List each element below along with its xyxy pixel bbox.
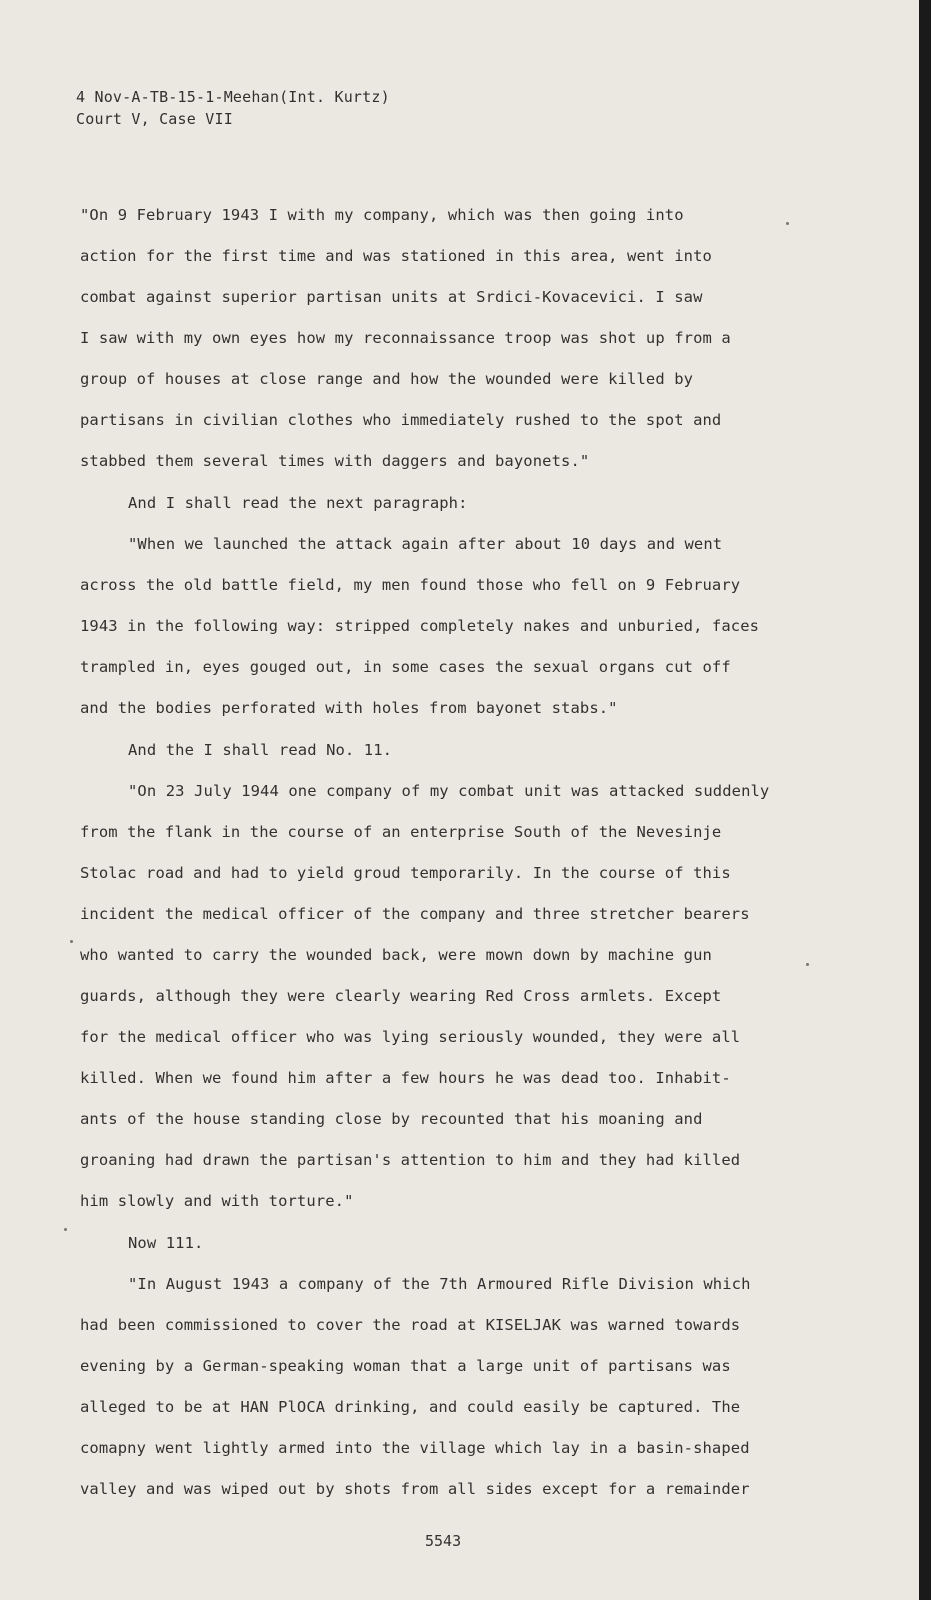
text-line: 1943 in the following way: stripped completely nakes and unburied, faces [80, 617, 760, 635]
text-line: valley and was wiped out by shots from all sides except for a remainder [80, 1480, 750, 1498]
text-line: And I shall read the next paragraph: [128, 494, 468, 512]
text-line: Stolac road and had to yield groud temporarily. In the course of this [80, 864, 731, 882]
text-line: guards, although they were clearly wearing Red Cross armlets. Except [80, 987, 722, 1005]
text-line: ants of the house standing close by recounted that his moaning and [80, 1110, 703, 1128]
text-line: who wanted to carry the wounded back, were mown down by machine gun [80, 946, 712, 964]
text-line: Now 111. [128, 1234, 204, 1252]
header-reference: 4 Nov-A-TB-15-1-Meehan(Int. Kurtz) [76, 88, 390, 106]
text-line: "On 9 February 1943 I with my company, which was then going into [80, 206, 684, 224]
text-line: evening by a German-speaking woman that a large unit of partisans was [80, 1357, 731, 1375]
text-line: incident the medical officer of the company and three stretcher bearers [80, 905, 750, 923]
text-line: I saw with my own eyes how my reconnaissance troop was shot up from a [80, 329, 731, 347]
text-line: "When we launched the attack again after about 10 days and went [128, 535, 723, 553]
document-header [76, 86, 390, 130]
text-line: had been commissioned to cover the road at KISELJAK was warned towards [80, 1316, 741, 1334]
text-line: partisans in civilian clothes who immediately rushed to the spot and [80, 411, 722, 429]
text-line: group of houses at close range and how the wounded were killed by [80, 370, 694, 388]
paper-speck [64, 1228, 67, 1231]
text-line: for the medical officer who was lying seriously wounded, they were all [80, 1028, 741, 1046]
text-line: action for the first time and was stationed in this area, went into [80, 247, 712, 265]
paper-speck [70, 940, 73, 943]
text-line: killed. When we found him after a few hours he was dead too. Inhabit- [80, 1069, 731, 1087]
page-number: 5543 [425, 1532, 462, 1550]
text-line: "On 23 July 1944 one company of my combat unit was attacked suddenly [128, 782, 770, 800]
text-line: across the old battle field, my men found those who fell on 9 February [80, 576, 741, 594]
text-line: groaning had drawn the partisan's attention to him and they had killed [80, 1151, 741, 1169]
text-line: comapny went lightly armed into the village which lay in a basin-shaped [80, 1439, 750, 1457]
text-line: from the flank in the course of an enterprise South of the Nevesinje [80, 823, 722, 841]
header-court-case: Court V, Case VII [76, 110, 233, 128]
text-line: combat against superior partisan units at Srdici-Kovacevici. I saw [80, 288, 703, 306]
text-line: him slowly and with torture." [80, 1192, 354, 1210]
paper-speck [786, 222, 789, 225]
text-line: trampled in, eyes gouged out, in some cases the sexual organs cut off [80, 658, 731, 676]
text-line: stabbed them several times with daggers and bayonets." [80, 452, 590, 470]
text-line: "In August 1943 a company of the 7th Armoured Rifle Division which [128, 1275, 751, 1293]
paper-speck [806, 963, 809, 966]
text-line: alleged to be at HAN PlOCA drinking, and could easily be captured. The [80, 1398, 741, 1416]
text-line: And the I shall read No. 11. [128, 741, 393, 759]
text-line: and the bodies perforated with holes from bayonet stabs." [80, 699, 618, 717]
